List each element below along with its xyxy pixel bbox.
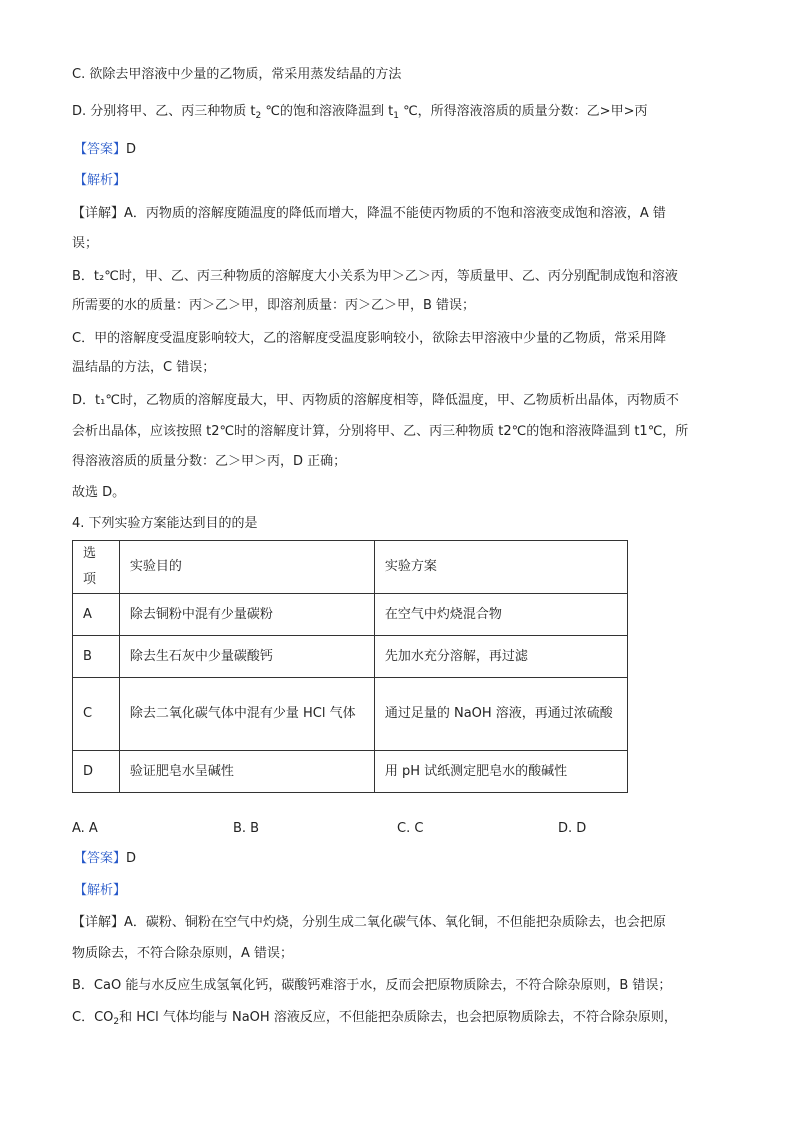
table-cell: 除去铜粉中混有少量碳粉	[119, 594, 374, 636]
table-cell: 验证肥皂水呈碱性	[119, 751, 374, 793]
table-cell: B	[73, 636, 120, 678]
q3-detail-line: 会析出晶体，应该按照 t2℃时的溶解度计算，分别将甲、乙、丙三种物质 t2℃的饱和溶液降温到 t1℃，所	[72, 424, 689, 439]
q4-detail-line: 物质除去，不符合除杂原则，A 错误；	[72, 946, 294, 961]
table-header-cell: 实验目的	[119, 541, 374, 594]
table-cell: A	[73, 594, 120, 636]
q3-answer: 【答案】D	[74, 142, 137, 157]
q4-choice-c: C. C	[397, 821, 424, 836]
q4-detail-line: C．$CO_2$和 HCl 气体均能与 NaOH 溶液反应，不但能把杂质除去，也会把原物质除去，不符合除杂原则，	[72, 1010, 677, 1027]
q3-detail-line: 故选 D。	[72, 485, 126, 500]
table-header-row	[73, 541, 628, 594]
table-row	[73, 678, 628, 751]
q4-stem: 4. 下列实验方案能达到目的的是	[72, 516, 258, 531]
q4-choice-d: D. D	[558, 821, 587, 836]
table-cell: C	[73, 678, 120, 751]
q3-detail-line: 所需要的水的质量：丙＞乙＞甲，即溶剂质量：丙＞乙＞甲，B 错误；	[72, 298, 476, 313]
q4-choice-b: B. B	[233, 821, 260, 836]
table-header-cell: 实验方案	[374, 541, 627, 594]
q4-answer: 【答案】D	[74, 851, 137, 866]
q3-analysis-label: 【解析】	[74, 173, 127, 188]
q3-option-d: D. 分别将甲、乙、丙三种物质 $t_2$ ℃的饱和溶液降温到 $t_1$ ℃，所得溶液溶质的质量分数：乙>甲>丙	[72, 104, 648, 121]
q3-detail-line: 误；	[72, 236, 99, 251]
q4-detail-line: B．CaO 能与水反应生成氢氧化钙，碳酸钙难溶于水，反而会把原物质除去，不符合除杂原则，B 错误；	[72, 978, 672, 993]
q4-options-table	[72, 540, 628, 793]
q4-detail-line: 【详解】A．碳粉、铜粉在空气中灼烧，分别生成二氧化碳气体、氧化铜，不但能把杂质除去，也会把原	[72, 915, 666, 930]
table-cell: 除去二氧化碳气体中混有少量 HCl 气体	[119, 678, 374, 751]
q3-detail-line: C．甲的溶解度受温度影响较大，乙的溶解度受温度影响较小，欲除去甲溶液中少量的乙物质，常采用降	[72, 331, 667, 346]
table-row	[73, 751, 628, 793]
table-row	[73, 594, 628, 636]
table-header-cell: 选项	[73, 541, 120, 594]
table-cell: 用 pH 试纸测定肥皂水的酸碱性	[374, 751, 627, 793]
q3-option-c: C. 欲除去甲溶液中少量的乙物质，常采用蒸发结晶的方法	[72, 67, 402, 82]
q3-detail-line: D．t₁℃时，乙物质的溶解度最大，甲、丙物质的溶解度相等，降低温度，甲、乙物质析出晶体，丙物质不	[72, 393, 679, 408]
q3-detail-line: 【详解】A．丙物质的溶解度随温度的降低而增大，降温不能使丙物质的不饱和溶液变成饱和溶液，A 错	[72, 206, 666, 221]
table-cell: 先加水充分溶解，再过滤	[374, 636, 627, 678]
q4-analysis-label: 【解析】	[74, 883, 127, 898]
table-cell: 在空气中灼烧混合物	[374, 594, 627, 636]
table-cell: 通过足量的 NaOH 溶液，再通过浓硫酸	[374, 678, 627, 751]
q4-choice-a: A. A	[72, 821, 98, 836]
q3-detail-line: B．t₂℃时，甲、乙、丙三种物质的溶解度大小关系为甲＞乙＞丙，等质量甲、乙、丙分别配制成饱和溶液	[72, 269, 678, 284]
table-row	[73, 636, 628, 678]
table-cell: D	[73, 751, 120, 793]
q3-detail-line: 得溶液溶质的质量分数：乙＞甲＞丙，D 正确；	[72, 454, 347, 469]
table-cell: 除去生石灰中少量碳酸钙	[119, 636, 374, 678]
q3-detail-line: 温结晶的方法，C 错误；	[72, 360, 216, 375]
